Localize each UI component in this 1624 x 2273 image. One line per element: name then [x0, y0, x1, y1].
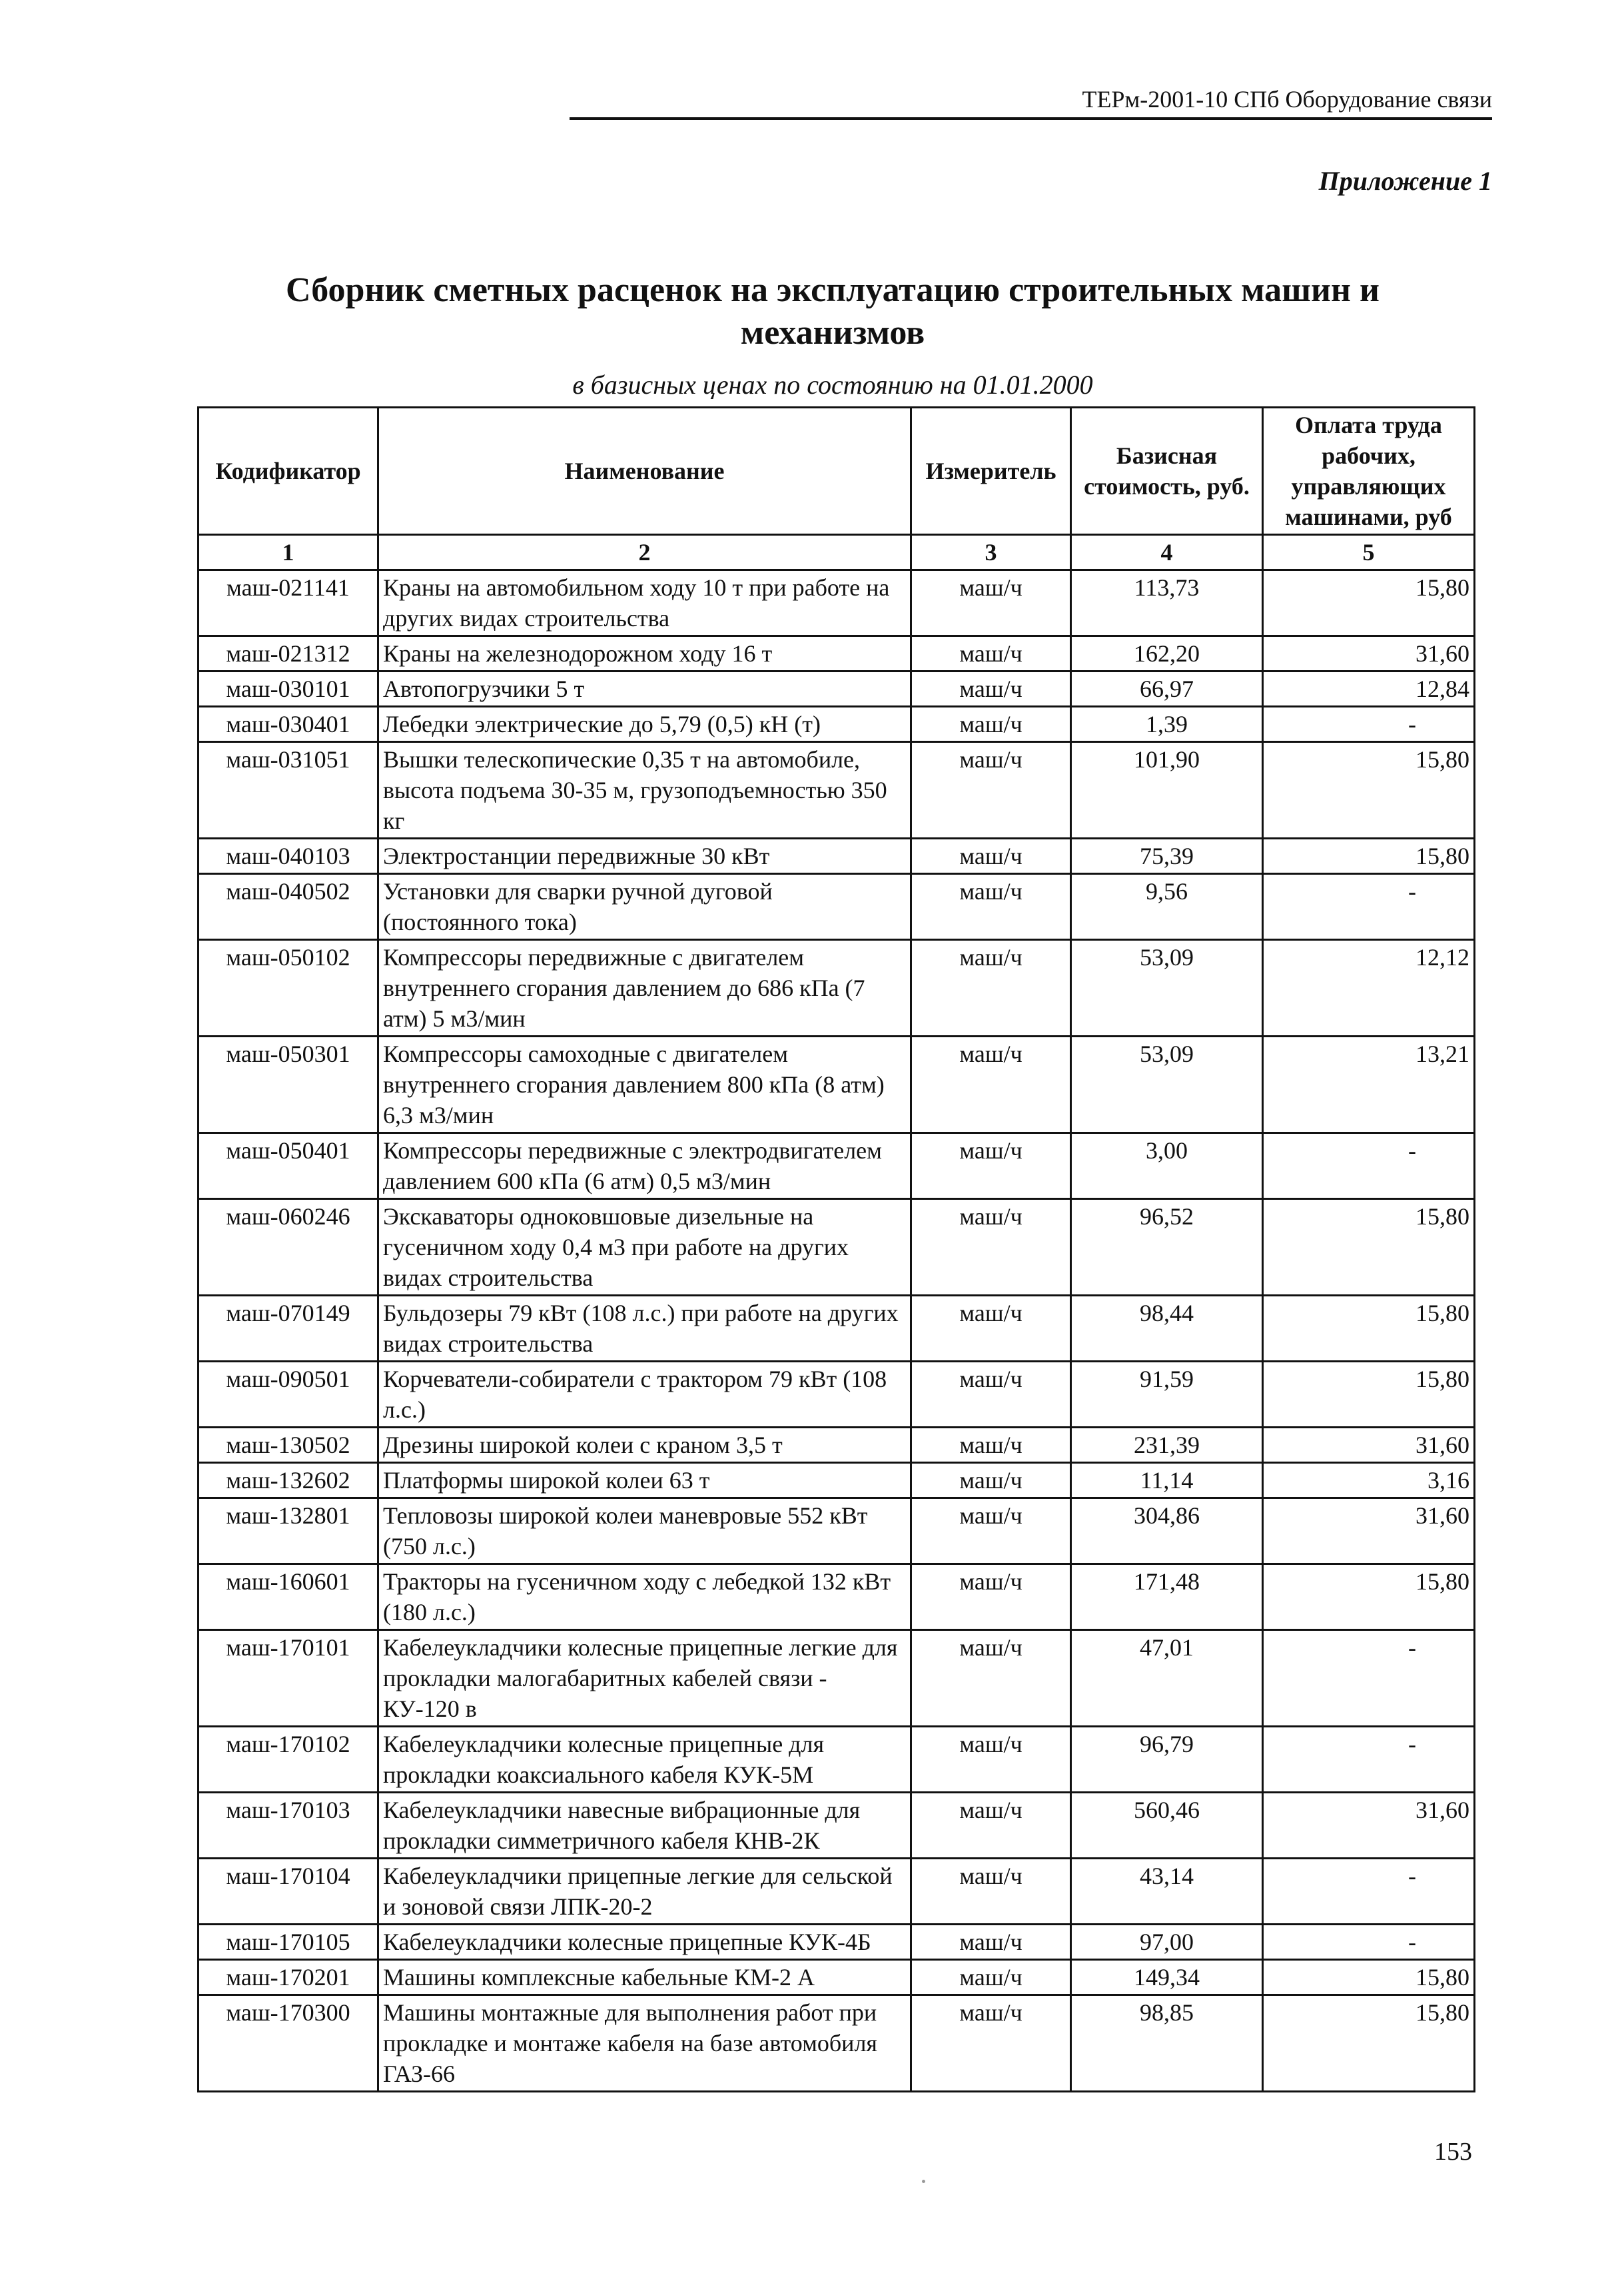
cell-cost: 91,59 [1071, 1362, 1263, 1428]
cell-name: Лебедки электрические до 5,79 (0,5) кН (т) [378, 707, 911, 742]
cell-name: Кабелеукладчики колесные прицепные для прокладки коаксиального кабеля КУК-5М [378, 1727, 911, 1793]
table-row [199, 672, 1475, 707]
cell-wage: 31,60 [1263, 1793, 1475, 1859]
column-number: 1 [199, 535, 378, 570]
cell-unit: маш/ч [911, 570, 1071, 636]
document-code-header: ТЕРм-2001-10 СПб Оборудование связи [1082, 86, 1492, 113]
cell-name: Машины монтажные для выполнения работ при прокладке и монтаже кабеля на базе автомобиля ГАЗ-66 [378, 1995, 911, 2092]
cell-cost: 9,56 [1071, 874, 1263, 940]
cell-unit: маш/ч [911, 839, 1071, 874]
cell-code: маш-040502 [199, 874, 378, 940]
cell-wage: 31,60 [1263, 1428, 1475, 1463]
table-row [199, 1463, 1475, 1498]
cell-cost: 96,79 [1071, 1727, 1263, 1793]
cell-code: маш-030401 [199, 707, 378, 742]
cell-cost: 98,44 [1071, 1296, 1263, 1362]
cell-wage: 15,80 [1263, 1564, 1475, 1630]
cell-unit: маш/ч [911, 1630, 1071, 1727]
cell-unit: маш/ч [911, 1925, 1071, 1960]
header-divider [570, 117, 1492, 120]
cell-wage: 15,80 [1263, 742, 1475, 839]
table-row [199, 1037, 1475, 1133]
cell-cost: 98,85 [1071, 1995, 1263, 2092]
cell-code: маш-132801 [199, 1498, 378, 1564]
cell-wage: 15,80 [1263, 1199, 1475, 1296]
cell-name: Компрессоры передвижные с электродвигателем давлением 600 кПа (6 атм) 0,5 м3/мин [378, 1133, 911, 1199]
appendix-label: Приложение 1 [1318, 166, 1492, 196]
cell-unit: маш/ч [911, 1463, 1071, 1498]
column-number-row [199, 535, 1475, 570]
cell-code: маш-070149 [199, 1296, 378, 1362]
cell-wage: 31,60 [1263, 1498, 1475, 1564]
table-header-row [199, 408, 1475, 535]
cell-unit: маш/ч [911, 707, 1071, 742]
table-row [199, 1995, 1475, 2092]
cell-wage: - [1263, 707, 1475, 742]
cell-wage: 31,60 [1263, 636, 1475, 672]
cell-wage: 15,80 [1263, 570, 1475, 636]
cell-wage: 12,12 [1263, 940, 1475, 1037]
cell-wage: - [1263, 1859, 1475, 1925]
table-row [199, 570, 1475, 636]
cell-code: маш-031051 [199, 742, 378, 839]
table-row [199, 1960, 1475, 1995]
cell-wage: 13,21 [1263, 1037, 1475, 1133]
cell-cost: 43,14 [1071, 1859, 1263, 1925]
cell-cost: 66,97 [1071, 672, 1263, 707]
cell-code: маш-170201 [199, 1960, 378, 1995]
cell-name: Кабелеукладчики колесные прицепные легкие для прокладки малогабаритных кабелей связи - КУ-120 в [378, 1630, 911, 1727]
column-header-name: Наименование [378, 408, 911, 535]
cell-code: маш-060246 [199, 1199, 378, 1296]
cell-unit: маш/ч [911, 1296, 1071, 1362]
cell-code: маш-090501 [199, 1362, 378, 1428]
cell-name: Кабелеукладчики навесные вибрационные для прокладки симметричного кабеля КНВ-2К [378, 1793, 911, 1859]
cell-code: маш-050301 [199, 1037, 378, 1133]
cell-code: маш-021141 [199, 570, 378, 636]
cell-name: Корчеватели-собиратели с трактором 79 кВт (108 л.с.) [378, 1362, 911, 1428]
table-row [199, 707, 1475, 742]
cell-wage: 15,80 [1263, 1362, 1475, 1428]
cell-wage: 15,80 [1263, 1296, 1475, 1362]
cell-unit: маш/ч [911, 874, 1071, 940]
cell-name: Кабелеукладчики колесные прицепные КУК-4Б [378, 1925, 911, 1960]
cell-cost: 3,00 [1071, 1133, 1263, 1199]
cell-wage: 3,16 [1263, 1463, 1475, 1498]
table-row [199, 1498, 1475, 1564]
table-row [199, 839, 1475, 874]
column-header-unit: Измеритель [911, 408, 1071, 535]
cell-wage: - [1263, 1630, 1475, 1727]
cell-name: Компрессоры самоходные с двигателем внутреннего сгорания давлением 800 кПа (8 атм) 6,3 м3/мин [378, 1037, 911, 1133]
cell-cost: 53,09 [1071, 940, 1263, 1037]
document-title: Сборник сметных расценок на эксплуатацию строительных машин и механизмов [286, 271, 1380, 352]
column-number: 4 [1071, 535, 1263, 570]
cell-code: маш-050102 [199, 940, 378, 1037]
cell-wage: - [1263, 1133, 1475, 1199]
cell-unit: маш/ч [911, 1995, 1071, 2092]
cell-code: маш-170104 [199, 1859, 378, 1925]
cell-unit: маш/ч [911, 1727, 1071, 1793]
cell-name: Компрессоры передвижные с двигателем внутреннего сгорания давлением до 686 кПа (7 атм) 5 м3/мин [378, 940, 911, 1037]
cell-cost: 47,01 [1071, 1630, 1263, 1727]
cell-cost: 560,46 [1071, 1793, 1263, 1859]
table-row [199, 1564, 1475, 1630]
column-number: 2 [378, 535, 911, 570]
cell-cost: 171,48 [1071, 1564, 1263, 1630]
cell-cost: 75,39 [1071, 839, 1263, 874]
cell-cost: 162,20 [1071, 636, 1263, 672]
table-row [199, 1199, 1475, 1296]
cell-cost: 304,86 [1071, 1498, 1263, 1564]
cell-unit: маш/ч [911, 1564, 1071, 1630]
table-row [199, 874, 1475, 940]
table-row [199, 1793, 1475, 1859]
cell-wage: 15,80 [1263, 1960, 1475, 1995]
table-row [199, 1727, 1475, 1793]
cell-wage: - [1263, 1925, 1475, 1960]
cell-code: маш-170102 [199, 1727, 378, 1793]
cell-wage: 15,80 [1263, 1995, 1475, 2092]
table-row [199, 1428, 1475, 1463]
cell-wage: - [1263, 1727, 1475, 1793]
table-row [199, 636, 1475, 672]
cell-cost: 97,00 [1071, 1925, 1263, 1960]
table-row [199, 742, 1475, 839]
cell-cost: 11,14 [1071, 1463, 1263, 1498]
cell-code: маш-021312 [199, 636, 378, 672]
cell-name: Экскаваторы одноковшовые дизельные на гусеничном ходу 0,4 м3 при работе на других видах строительства [378, 1199, 911, 1296]
cell-code: маш-030101 [199, 672, 378, 707]
cell-code: маш-170300 [199, 1995, 378, 2092]
column-header-code: Кодификатор [199, 408, 378, 535]
cell-wage: - [1263, 874, 1475, 940]
column-number: 5 [1263, 535, 1475, 570]
cell-name: Краны на железнодорожном ходу 16 т [378, 636, 911, 672]
table-row [199, 1859, 1475, 1925]
column-header-cost: Базисная стоимость, руб. [1071, 408, 1263, 535]
cell-unit: маш/ч [911, 636, 1071, 672]
cell-name: Тепловозы широкой колеи маневровые 552 кВт (750 л.с.) [378, 1498, 911, 1564]
table-row [199, 1133, 1475, 1199]
column-header-wage: Оплата труда рабочих, управляющих машинами, руб [1263, 408, 1475, 535]
cell-code: маш-170101 [199, 1630, 378, 1727]
cell-unit: маш/ч [911, 672, 1071, 707]
cell-unit: маш/ч [911, 1960, 1071, 1995]
cell-code: маш-130502 [199, 1428, 378, 1463]
table-row [199, 940, 1475, 1037]
document-subtitle: в базисных ценах по состоянию на 01.01.2000 [572, 370, 1093, 400]
cell-name: Автопогрузчики 5 т [378, 672, 911, 707]
cell-name: Вышки телескопические 0,35 т на автомобиле, высота подъема 30-35 м, грузоподъемностью 350 кг [378, 742, 911, 839]
cell-unit: маш/ч [911, 742, 1071, 839]
cell-name: Тракторы на гусеничном ходу с лебедкой 132 кВт (180 л.с.) [378, 1564, 911, 1630]
cell-cost: 101,90 [1071, 742, 1263, 839]
rates-table [197, 406, 1475, 2092]
cell-code: маш-132602 [199, 1463, 378, 1498]
cell-name: Краны на автомобильном ходу 10 т при работе на других видах строительства [378, 570, 911, 636]
cell-code: маш-170105 [199, 1925, 378, 1960]
table-row [199, 1362, 1475, 1428]
table-row [199, 1630, 1475, 1727]
page-number: 153 [1434, 2138, 1472, 2166]
cell-unit: маш/ч [911, 1859, 1071, 1925]
column-number: 3 [911, 535, 1071, 570]
cell-unit: маш/ч [911, 1362, 1071, 1428]
cell-name: Платформы широкой колеи 63 т [378, 1463, 911, 1498]
cell-cost: 231,39 [1071, 1428, 1263, 1463]
cell-code: маш-160601 [199, 1564, 378, 1630]
table-body [199, 570, 1475, 2092]
cell-unit: маш/ч [911, 1793, 1071, 1859]
cell-code: маш-040103 [199, 839, 378, 874]
cell-name: Кабелеукладчики прицепные легкие для сельской и зоновой связи ЛПК-20-2 [378, 1859, 911, 1925]
cell-unit: маш/ч [911, 1037, 1071, 1133]
cell-cost: 1,39 [1071, 707, 1263, 742]
cell-name: Установки для сварки ручной дуговой (постоянного тока) [378, 874, 911, 940]
cell-unit: маш/ч [911, 1133, 1071, 1199]
cell-unit: маш/ч [911, 940, 1071, 1037]
cell-cost: 113,73 [1071, 570, 1263, 636]
cell-wage: 15,80 [1263, 839, 1475, 874]
cell-unit: маш/ч [911, 1498, 1071, 1564]
cell-wage: 12,84 [1263, 672, 1475, 707]
cell-code: маш-050401 [199, 1133, 378, 1199]
cell-unit: маш/ч [911, 1428, 1071, 1463]
cell-unit: маш/ч [911, 1199, 1071, 1296]
scan-speck [922, 2180, 925, 2183]
cell-name: Дрезины широкой колеи с краном 3,5 т [378, 1428, 911, 1463]
cell-code: маш-170103 [199, 1793, 378, 1859]
cell-name: Машины комплексные кабельные КМ-2 А [378, 1960, 911, 1995]
table-row [199, 1925, 1475, 1960]
cell-cost: 96,52 [1071, 1199, 1263, 1296]
table-row [199, 1296, 1475, 1362]
cell-name: Бульдозеры 79 кВт (108 л.с.) при работе на других видах строительства [378, 1296, 911, 1362]
cell-name: Электростанции передвижные 30 кВт [378, 839, 911, 874]
cell-cost: 53,09 [1071, 1037, 1263, 1133]
cell-cost: 149,34 [1071, 1960, 1263, 1995]
